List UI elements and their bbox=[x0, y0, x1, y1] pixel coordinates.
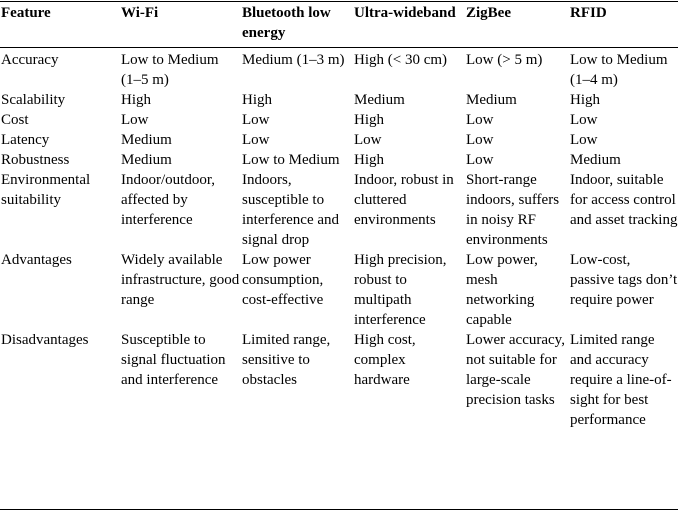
table-cell: High bbox=[570, 92, 600, 108]
table-cell: Indoor, suitable for access control and asset tracking bbox=[570, 172, 678, 228]
table-cell: Widely available infrastructure, good range bbox=[121, 252, 240, 308]
row-label-cell: Disadvantages bbox=[1, 332, 89, 348]
table-cell: Low bbox=[466, 132, 494, 148]
table-cell: High (< 30 cm) bbox=[354, 52, 448, 68]
header-cell-zigbee: ZigBee bbox=[466, 5, 511, 21]
table-cell: Medium bbox=[121, 152, 172, 168]
table-row-environmental-suitability bbox=[0, 170, 678, 250]
header-cell-feature: Feature bbox=[1, 5, 51, 21]
table-cell: Low bbox=[570, 132, 598, 148]
row-label-cell: Robustness bbox=[1, 152, 70, 168]
table-row-robustness bbox=[0, 150, 678, 170]
table-row-accuracy bbox=[0, 47, 678, 90]
table-cell: Low to Medium (1–4 m) bbox=[570, 52, 668, 88]
table-cell: Low to Medium (1–5 m) bbox=[121, 52, 219, 88]
table-cell: High bbox=[354, 112, 384, 128]
table-cell: Medium bbox=[354, 92, 405, 108]
table-cell: High precision, robust to multipath interference bbox=[354, 252, 447, 328]
table-cell: Lower accuracy, not suitable for large-scale precision tasks bbox=[466, 332, 565, 408]
table-cell: Medium bbox=[570, 152, 621, 168]
table-cell: Low bbox=[242, 132, 270, 148]
row-label-cell: Environmental suitability bbox=[1, 172, 91, 208]
table-body bbox=[0, 47, 678, 430]
header-cell-ble: Bluetooth low energy bbox=[242, 5, 331, 41]
table-cell: Low bbox=[354, 132, 382, 148]
table-cell: Low (> 5 m) bbox=[466, 52, 543, 68]
table-cell: Low power consumption, cost-effective bbox=[242, 252, 324, 308]
table-cell: Low bbox=[466, 112, 494, 128]
row-label-cell: Advantages bbox=[1, 252, 72, 268]
table-cell: High bbox=[121, 92, 151, 108]
table-cell: Low bbox=[466, 152, 494, 168]
table-header bbox=[0, 3, 678, 47]
row-label-cell: Scalability bbox=[1, 92, 66, 108]
table-row-scalability bbox=[0, 90, 678, 110]
table-row-advantages bbox=[0, 250, 678, 330]
row-label-cell: Accuracy bbox=[1, 52, 59, 68]
table-row-disadvantages bbox=[0, 330, 678, 430]
header-cell-uwb: Ultra-wideband bbox=[354, 5, 456, 21]
table-cell: Indoor/outdoor, affected by interference bbox=[121, 172, 215, 228]
row-label-cell: Latency bbox=[1, 132, 50, 148]
table-cell: Low-cost, passive tags don’t require power bbox=[570, 252, 678, 308]
table-bottom-rule bbox=[0, 509, 678, 510]
table-cell: Low to Medium bbox=[242, 152, 340, 168]
table-cell: Indoor, robust in cluttered environments bbox=[354, 172, 454, 228]
table-cell: Short-range indoors, suffers in noisy RF environments bbox=[466, 172, 560, 248]
table-cell: Medium (1–3 m) bbox=[242, 52, 345, 68]
table-cell: Low bbox=[570, 112, 598, 128]
table-row-latency bbox=[0, 130, 678, 150]
header-row bbox=[0, 3, 678, 47]
table-cell: Low bbox=[242, 112, 270, 128]
table-cell: Low power, mesh networking capable bbox=[466, 252, 538, 328]
header-cell-wifi: Wi-Fi bbox=[121, 5, 159, 21]
table-cell: Medium bbox=[466, 92, 517, 108]
table-cell: Susceptible to signal fluctuation and interference bbox=[121, 332, 226, 388]
table-cell: Limited range, sensitive to obstacles bbox=[242, 332, 331, 388]
table-cell: Limited range and accuracy require a line-of-sight for best performance bbox=[570, 332, 672, 428]
row-label-cell: Cost bbox=[1, 112, 29, 128]
table-cell: Indoors, susceptible to interference and signal drop bbox=[242, 172, 340, 248]
table-row-cost bbox=[0, 110, 678, 130]
table-cell: High bbox=[354, 152, 384, 168]
table-cell: Medium bbox=[121, 132, 172, 148]
table-cell: Low bbox=[121, 112, 149, 128]
comparison-table bbox=[0, 3, 678, 430]
header-cell-rfid: RFID bbox=[570, 5, 607, 21]
table-cell: High cost, complex hardware bbox=[354, 332, 416, 388]
table-cell: High bbox=[242, 92, 272, 108]
